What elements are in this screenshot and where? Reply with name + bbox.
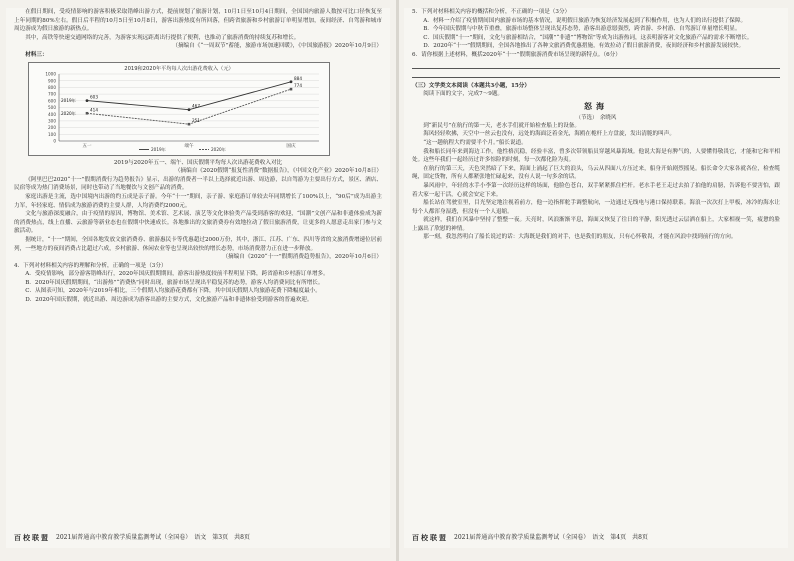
page-fold <box>396 0 399 561</box>
source-note: （摘编自《2020假期“报复性消费”数据报告》，《中国文化产业》2020年10月8日） <box>174 168 382 175</box>
series-name-label: 2019年 <box>61 97 76 103</box>
question-5: 5．下列对材料相关内容的概括和分析，不正确的一项是（3分） <box>412 9 571 15</box>
paragraph: 据统计，“十一”期间，全国各地发放文旅消费券、旅游惠民卡等优惠超过2000万份，其中，浙江、江苏、广东、四川等省的文旅消费增速位居前列，一些地方的夜间消费占比超过六成，乡村旅游、休闲农业等也呈现出较快的增长态势，市场消费潜力正在进一步释放。 <box>14 236 382 252</box>
material-label: 材料三： <box>25 51 48 58</box>
data-point <box>86 112 89 115</box>
option-c: C．国庆假期“十一”期间，文化与旅游相结合，“国潮”“非遗”“博物馆”等成为出游热词，这表明游客对文化旅游产品的需求不断增长。 <box>423 34 753 41</box>
story-paragraph: 我和船长同年来到海边工作，他性格沉稳，经验丰富，曾多次带领船员穿越风暴海域。他说大海是有脾气的，人要懂得敬畏它，才能和它和平相处。这些年我们一起经历过许多惊险的时刻，每一次都化险为夷。 <box>412 148 780 164</box>
chart-title: 2019和2020年平均每人次出游花费收入（元） <box>124 65 234 72</box>
option-d: D．2020年“十一”假期期间，全国各地推出了各种文旅消费优惠措施，有效拉动了假日旅游消费，夜间经济和乡村旅游发展较快。 <box>423 43 745 50</box>
line-chart <box>28 62 330 156</box>
series-line-0 <box>87 81 291 109</box>
page-footer <box>14 533 382 542</box>
page-3-content <box>14 8 382 526</box>
chart-canvas <box>29 63 329 155</box>
story-paragraph: 到“新民号”在航行的第一天，老水手们就开始检查船上的设备。 <box>423 122 580 129</box>
data-label: 414 <box>90 106 98 112</box>
y-tick-label: 200 <box>48 124 56 130</box>
y-tick-label: 600 <box>48 97 56 103</box>
data-label: 884 <box>294 75 302 81</box>
question-4: 4．下列对材料相关内容的理解和分析，正确的一项是（3分） <box>14 262 167 269</box>
source-note: （摘编自《2020“十一”假期消费趋势报告》，2020年10月6日） <box>222 254 382 261</box>
footer-text: 2021届普通高中教育教学质量监测考试（全国卷） 语文 第3页 共8页 <box>56 534 250 541</box>
story-paragraph: 暴风雨中，年轻的水手小李第一次经历这样的场面，他脸色苍白，双手紧紧抓住栏杆。老水手老王走过去拍了拍他的肩膀，告诉他不要害怕，跟着大家一起干活，心就会安定下来。 <box>412 182 780 198</box>
brand-logo: 百校联盟 <box>412 533 448 542</box>
y-tick-label: 900 <box>48 77 56 83</box>
data-point <box>188 108 191 111</box>
option-c: C．从图表可知，2020年与2019年相比，三个假期人均旅游花费都有下降，其中国庆假期人均旅游花费下降幅度最小。 <box>25 288 321 295</box>
data-point <box>188 122 191 125</box>
source-note: （摘编自《“一周双节”蓄能，旅游市场加速回暖》，《中国旅游报》2020年10月9日） <box>172 43 382 50</box>
series-name-label: 2020年 <box>61 110 76 116</box>
story-paragraph: 那一刻，我忽然明白了船长说过的话：大海既是我们的对手，也是我们的朋友，只有心怀敬畏，才能在风浪中找到前行的方向。 <box>423 234 737 241</box>
data-label: 251 <box>192 117 200 123</box>
answer-line <box>412 60 780 69</box>
page-footer <box>412 533 780 542</box>
option-b: B．今年国庆假期与中秋节重叠，旅游市场整体呈现出复苏态势，游客出游意愿强烈，跨省游、乡村游、自驾游订单量增长明显。 <box>423 26 741 33</box>
legend-entry: 2020年 <box>211 146 226 152</box>
section-heading: （三）文学类文本阅读（本题共3小题，15分） <box>412 82 530 89</box>
paragraph: 其中，高铁等快速交通网络的完善，为游客实现远距离出行提供了便利，也推动了旅游消费的持续复苏和增长。 <box>25 34 300 41</box>
x-tick-label: 五一 <box>82 143 92 149</box>
y-tick-label: 700 <box>48 91 56 97</box>
paragraph: 《阿里巴巴2020“十一”假期消费行为趋势报告》显示，出游的消费者一半以上选择就近出游、周边游，以自驾游为主要出行方式，景区、酒店、民宿等成为热门消费场景，同时也带动了当地餐饮与文创产品的消费。 <box>14 176 382 192</box>
data-label: 603 <box>90 94 98 100</box>
story-paragraph: 就这样，我们在风暴中坚持了整整一夜。天亮时，风浪渐渐平息，海面又恢复了往日的平静，阳光透过云层洒在船上，大家相视一笑，疲惫的脸上露出了欣慰的神情。 <box>412 217 780 232</box>
brand-logo: 百校联盟 <box>14 533 50 542</box>
option-d: D．2020年国庆假期，就近出游、周边游成为游客出游的主要方式，文化旅游产品和非遗体验受到游客的普遍欢迎。 <box>25 297 313 304</box>
y-tick-label: 400 <box>48 111 56 117</box>
story-author: （节选） 余晓风 <box>575 114 617 121</box>
chart-caption: 2019与2020年五一、端午、国庆假期平均每人次出游花费收入对比 <box>113 159 283 166</box>
y-tick-label: 800 <box>48 84 56 90</box>
story-paragraph: 海风轻轻吹拂，天空中一丝云也没有，远处的海面泛着金光，海鸥在桅杆上方盘旋，发出清脆的叫声。 <box>423 131 675 138</box>
y-tick-label: 1000 <box>45 71 56 77</box>
y-tick-label: 100 <box>48 131 56 137</box>
data-point <box>290 87 293 90</box>
y-tick-label: 300 <box>48 118 56 124</box>
option-b: B．2020年国庆假期期间，“出游热”“消费热”同时出现，旅游市场呈现出平稳复苏的态势，游客人均消费同比有所增长。 <box>25 279 324 286</box>
answer-line <box>412 69 780 78</box>
paragraph: 在假日期间，受疫情影响的游客积极采取错峰出游方式，提前规划了旅游计划，10月1日至10月4日期间，全国国内旅游人数按可比口径恢复至上年同期的80%左右。假日后半程的10月5日至10月8日，游客出游热度有所回落，但跨省旅游和乡村旅游订单明显增加，夜间经济、自驾游和城市周边游成为假日旅游的新热点。 <box>14 9 382 33</box>
section-intro: 阅读下面的文字，完成7～9题。 <box>423 91 504 98</box>
page-4-content <box>412 8 780 526</box>
story-paragraph: “这一趟航程大约需要半个月。”船长说道。 <box>423 139 527 146</box>
paragraph: 文化与旅游深度融合，由于疫情的原因，博物馆、美术馆、艺术展、演艺等文化体验类产品受到游客的欢迎，“国潮”文创产品和非遗体验成为新的消费热点，线上直播、云旅游等新业态也在假期中快速成长。各地推出的文旅消费券有效地拉动了假日旅游消费，让更多的人愿意走出家门参与文旅活动。 <box>14 211 382 235</box>
x-tick-label: 国庆 <box>286 143 296 149</box>
data-label: 467 <box>192 103 200 109</box>
footer-text: 2021届普通高中教育教学质量监测考试（全国卷） 语文 第4页 共8页 <box>454 534 648 541</box>
question-6: 6．请你根据上述材料，概括2020年“十一”假期旅游消费市场呈现的新特点。（6分） <box>412 51 621 58</box>
story-title: 怒海 <box>584 100 608 111</box>
data-label: 774 <box>294 82 302 88</box>
paragraph: 家庭出游是主流，选中国境内出游的约五成是亲子游。今年“十一”期间，亲子游、家庭游订单较去年同期增长了100%以上，“90后”成为出游主力军，年轻家庭、情侣成为旅游消费的主要人群，人均消费约2000元。 <box>14 193 382 209</box>
y-tick-label: 0 <box>53 138 56 144</box>
y-tick-label: 500 <box>48 104 56 110</box>
exam-page-3 <box>6 8 390 548</box>
x-tick-label: 端午 <box>184 143 194 149</box>
exam-page-4 <box>404 8 788 548</box>
data-point <box>290 80 293 83</box>
series-line-1 <box>87 89 291 124</box>
option-a: A．受疫情影响，部分游客错峰出行，2020年国庆假期期间，游客出游热度较前半程明显下降，跨省游和乡村游订单增多。 <box>25 271 329 278</box>
option-a: A．材料一介绍了疫情期间国内旅游市场的基本情况，说明假日旅游为恢复经济发展起到了积极作用，也为人们的出行提供了保障。 <box>423 17 747 24</box>
legend-entry: 2019年 <box>151 146 166 152</box>
story-paragraph: 船长站在驾驶室里，目光坚定地注视着前方，他一边指挥舵手调整航向，一边通过无线电与港口保持联系。海浪一次次打上甲板，冰冷的海水让每个人都浑身湿透，但没有一个人退缩。 <box>412 200 780 215</box>
story-paragraph: 在航行的第三天，天色突然暗了下来，海面上涌起了巨大的浪头，乌云从四面八方压过来，船身开始剧烈摇晃。船长命令大家各就各位，检查缆绳，固定货物，所有人都紧张地忙碌起来，没有人说一句多余的话。 <box>412 165 780 181</box>
data-point <box>86 99 89 102</box>
